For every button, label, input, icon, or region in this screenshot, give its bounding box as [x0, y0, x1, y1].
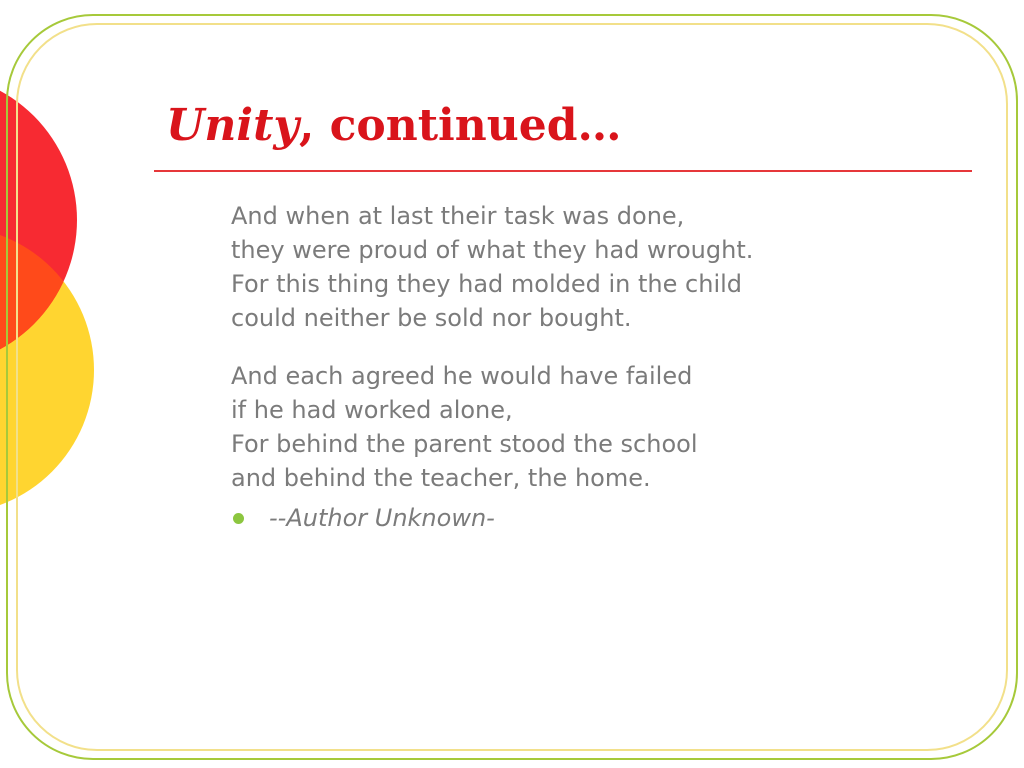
attribution-bullet-item	[231, 501, 753, 535]
poem-line: they were proud of what they had wrought.	[231, 236, 754, 264]
poem-line: if he had worked alone,	[231, 396, 513, 424]
title-emphasis: Unity	[166, 100, 299, 151]
poem-line: And each agreed he would have failed	[231, 362, 693, 390]
poem-line: and behind the teacher, the home.	[231, 464, 651, 492]
poem-line: And when at last their task was done,	[231, 202, 685, 230]
poem-line: For this thing they had molded in the child	[231, 270, 743, 298]
bullet-icon	[233, 513, 244, 524]
poem-stanza-1	[231, 199, 753, 335]
poem-body	[231, 199, 753, 535]
title-rest: , continued…	[298, 100, 622, 151]
poem-line: could neither be sold nor bought.	[231, 304, 632, 332]
title-divider	[154, 170, 972, 172]
poem-line: For behind the parent stood the school	[231, 430, 698, 458]
attribution-text: --Author Unknown-	[269, 504, 495, 532]
slide-title	[166, 96, 622, 156]
poem-stanza-2	[231, 359, 753, 495]
